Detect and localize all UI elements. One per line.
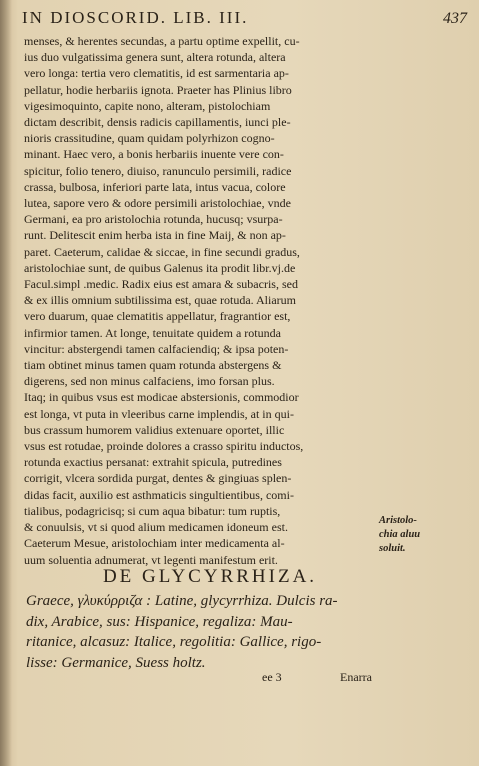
body-line: dictam describit, densis radicis capillamentis, iunci ple- bbox=[24, 115, 291, 130]
body-line: lutea, sapore vero & odore persimili aristolochiae, vnde bbox=[24, 196, 291, 211]
body-line: tiam obtinet minus tamen quam rotunda abstergens & bbox=[24, 358, 282, 373]
body-line: crassa, bulbosa, inferiori parte lata, intus vacua, colore bbox=[24, 179, 286, 194]
body-line: rotunda exactius persanat: extrahit spicula, putredines bbox=[24, 455, 282, 470]
margin-note-line: Aristolo- bbox=[379, 515, 417, 526]
body-line: vigesimoquinto, capite nono, alteram, pistolochiam bbox=[24, 98, 271, 113]
body-line: & ex illis omnium subtilissima est, quae rotuda. Aliarum bbox=[24, 293, 296, 308]
gutter-shadow bbox=[0, 0, 12, 766]
body-line: Germani, ea pro aristolochia rotunda, hucusq; vsurpa- bbox=[24, 212, 283, 227]
page-number: 437 bbox=[443, 10, 467, 27]
names-line: dix, Arabice, sus: Hispanice, regaliza: Mau- bbox=[26, 613, 293, 630]
plant-names bbox=[26, 591, 376, 673]
catchword: Enarra bbox=[340, 670, 372, 684]
body-line: aristolochiae sunt, de quibus Galenus ita prodit libr.vj.de bbox=[24, 260, 296, 275]
body-line: menses, & herentes secundas, a partu optime expellit, cu- bbox=[24, 34, 300, 48]
margin-note bbox=[379, 514, 449, 556]
body-line: Caeterum Mesue, aristolochiam inter medicamenta al- bbox=[24, 536, 285, 551]
running-head: IN DIOSCORID. LIB. III. bbox=[22, 8, 249, 27]
margin-note-line: chia aluu bbox=[379, 529, 421, 540]
names-line: ritanice, alcasuz: Italice, regolitia: Gallice, rigo- bbox=[26, 634, 322, 650]
body-line: digerens, sed non minus calfaciens, imo forsan plus. bbox=[24, 374, 275, 389]
body-line: vsus est rotudae, proinde dolores a crasso spiritu inductos, bbox=[24, 439, 304, 454]
body-line: tialibus, podagricisq; si cum aqua bibatur: tum ruptis, bbox=[24, 503, 281, 518]
section-heading: DE GLYCYRRHIZA. bbox=[102, 566, 318, 587]
body-line: Itaq; in quibus vsus est modicae abstersionis, commodior bbox=[24, 390, 299, 405]
body-line: Facul.simpl .medic. Radix eius est amara & subacris, sed bbox=[24, 277, 298, 292]
body-line: vero longa: tertia vero clematitis, id est sarmentaria ap- bbox=[24, 66, 289, 81]
names-line: Graece, γλυκύρριζα : Latine, glycyrrhiza. Dulcis ra- bbox=[26, 593, 338, 609]
body-line: vincitur: abstergendi tamen calfaciendiq; & ipsa poten- bbox=[24, 341, 289, 356]
body-line: est longa, vt puta in vleeribus carne implendis, at in qui- bbox=[24, 406, 294, 421]
body-text bbox=[24, 33, 372, 568]
body-line: paret. Caeterum, calidae & siccae, in fine secundi gradus, bbox=[24, 244, 300, 259]
body-line: runt. Delitescit enim herba ista in fine Maij, & non ap- bbox=[24, 228, 286, 243]
body-line: pellatur, hodie herbariis ignota. Praeter has Plinius libro bbox=[24, 82, 292, 97]
body-line: uum soluentia adnumerat, vt legenti manifestum erit. bbox=[24, 552, 278, 567]
margin-note-line: soluit. bbox=[379, 543, 406, 554]
body-line: corrigit, vlcera sordida purgat, dentes & gingiuas splen- bbox=[24, 471, 292, 486]
body-line: vero duarum, quae clematitis appellatur, fragrantior est, bbox=[24, 309, 291, 324]
body-line: nioris crassitudine, quam quidam polyrhizon cogno- bbox=[24, 131, 275, 146]
body-line: minant. Haec vero, a bonis herbariis inuente vere con- bbox=[24, 147, 284, 162]
body-line: spicitur, folio tenero, diuiso, ranunculo persimili, radice bbox=[24, 163, 292, 178]
page-footer bbox=[262, 670, 372, 685]
names-line: lisse: Germanice, Suess holtz. bbox=[26, 654, 206, 671]
body-line: bus crassum humorem validius extenuare oportet, illic bbox=[24, 422, 285, 437]
body-line: & conuulsis, vt si quod alium medicamen idoneum est. bbox=[24, 520, 288, 535]
body-line: ius duo vulgatissima genera sunt, altera rotunda, altera bbox=[24, 50, 286, 65]
body-line: infirmior tamen. At longe, tenuitate quidem a rotunda bbox=[24, 325, 281, 340]
body-line: didas facit, auxilio est asthmaticis singultientibus, comi- bbox=[24, 487, 294, 502]
page-header bbox=[22, 8, 467, 28]
signature-mark: ee 3 bbox=[262, 670, 282, 684]
